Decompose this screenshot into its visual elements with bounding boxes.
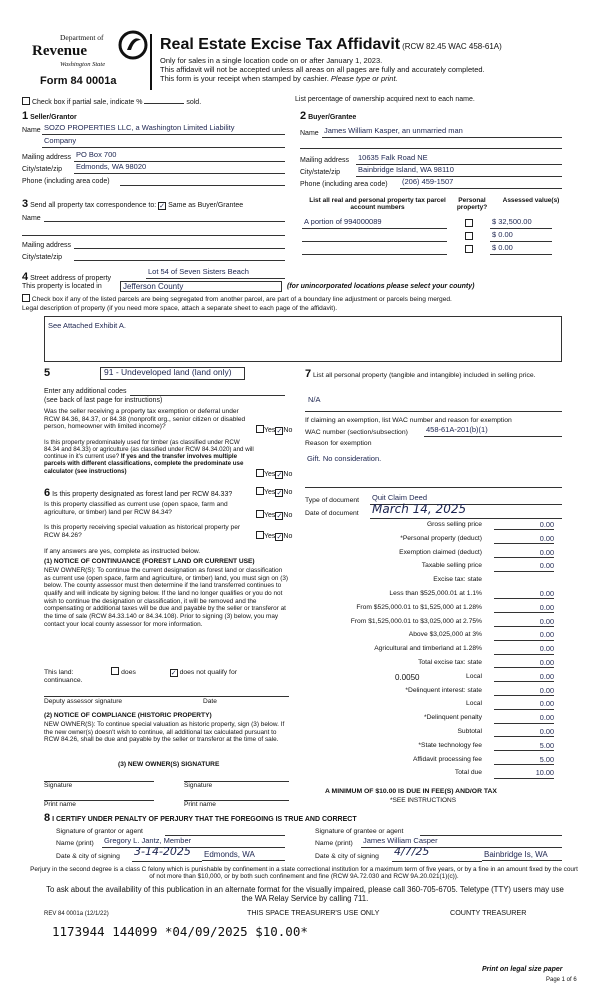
grantor-sig-label: Signature of grantor or agent	[56, 828, 143, 835]
assessed-value-field[interactable]: $ 32,500.00	[490, 218, 552, 229]
seller-phone-field[interactable]	[120, 175, 285, 186]
tax-row-value[interactable]: 5.00	[494, 756, 554, 765]
buyer-heading-text: Buyer/Grantee	[308, 114, 357, 121]
tax-row-value[interactable]: 0.00	[494, 590, 554, 599]
no-label: No	[283, 512, 293, 519]
partial-sale-label: Check box if partial sale, indicate %	[31, 99, 143, 106]
seller-num: 1	[22, 110, 29, 122]
deputy-sig-label: Deputy assessor signature	[44, 698, 123, 705]
tax-row-label: Local	[466, 672, 482, 680]
s8-num: 8	[44, 812, 51, 824]
s4-num: 4	[22, 271, 29, 283]
notice-3-text: This form is your receipt when stamped by cashier.	[160, 74, 329, 83]
buyer-heading	[300, 110, 356, 123]
tax-row	[300, 714, 562, 725]
s7-label-text: List all personal property (tangible and intangible) included in selling price.	[313, 372, 536, 379]
tax-row-label: Less than $525,000.01 at 1.1%	[389, 590, 482, 597]
reason-label: Reason for exemption	[305, 440, 372, 447]
tax-row-value[interactable]: 0.00	[494, 562, 554, 571]
personal-col-header: Personal property?	[456, 197, 488, 212]
seller-name-field-2[interactable]: Company	[42, 137, 285, 148]
tax-row-label: Above $3,025,000 at 3%	[408, 631, 482, 639]
tax-row	[300, 728, 562, 739]
s6-q2-yes-checkbox[interactable]	[256, 510, 264, 518]
s6-num: 6	[44, 487, 51, 499]
grantee-name-label: Name (print)	[315, 840, 353, 847]
rev-number: REV 84 0001a (12/1/22)	[44, 911, 109, 917]
does-not-label: does not qualify for	[179, 669, 237, 676]
legal-description-field[interactable]	[44, 316, 562, 362]
s3-label	[22, 198, 243, 211]
cashier-stamp: 1173944 144099 *04/09/2025 $10.00*	[52, 924, 308, 939]
s6-q2-no-checkbox[interactable]: ✓	[276, 513, 283, 520]
does-checkbox[interactable]	[111, 667, 119, 675]
tax-row-label: *Delinquent penalty	[424, 714, 482, 722]
grantee-city-field[interactable]: Bainbridge Is, WA	[482, 850, 562, 861]
legal-description-label: Legal description of property (if you need more space, attach a separate sheet to each page of the affidavit).	[22, 305, 338, 312]
yes-label: Yes	[264, 427, 276, 434]
tax-row-label: Gross selling price	[426, 521, 482, 528]
land-use-value: 91 - Undeveloped land (land only)	[104, 367, 232, 377]
owner-sig-label-2: Signature	[184, 782, 213, 789]
tax-row-label: Total excise tax: state	[418, 659, 482, 666]
tax-row-value[interactable]: 0.00	[494, 631, 554, 640]
s4-label-text: Street address of property	[30, 275, 112, 282]
tax-row-value[interactable]: 0.00	[494, 521, 554, 530]
tax-row	[300, 687, 562, 698]
yes-label: Yes	[264, 533, 276, 540]
doc-type-label: Type of document	[305, 497, 360, 504]
notice-continuance-heading: (1) NOTICE OF CONTINUANCE (FOREST LAND OR CURRENT USE)	[44, 558, 255, 565]
tax-row	[300, 618, 562, 629]
tax-row-label: Total due	[454, 769, 482, 777]
certify-label	[44, 812, 357, 825]
segregation	[22, 294, 452, 304]
tax-row	[300, 549, 562, 560]
buyer-name-field[interactable]: James William Kasper, an unmarried man	[322, 127, 562, 138]
tax-row-label: Local	[466, 700, 482, 708]
seller-heading-text: Seller/Grantor	[30, 114, 77, 121]
buyer-name-label: Name	[300, 130, 319, 137]
s5-q1-yes-checkbox[interactable]	[256, 425, 264, 433]
print-legal-note: Print on legal size paper	[482, 966, 563, 973]
same-as-buyer-checkbox[interactable]: ✓	[159, 203, 166, 210]
grantee-date-field[interactable]: 4/7/25	[392, 846, 482, 862]
notice-compliance-heading: (2) NOTICE OF COMPLIANCE (HISTORIC PROPERTY)	[44, 712, 212, 719]
ifany-note: If any answers are yes, complete as instructed below.	[44, 548, 201, 555]
s6-q1-text: Is this property designated as forest land per RCW 84.33?	[52, 491, 233, 498]
s3-name-label: Name	[22, 215, 41, 222]
s6-q3-answer	[256, 531, 292, 541]
certify-text: I CERTIFY UNDER PENALTY OF PERJURY THAT THE FOREGOING IS TRUE AND CORRECT	[52, 816, 357, 823]
grantor-date-label: Date & city of signing	[56, 853, 120, 860]
tax-row-label: Agricultural and timberland at 1.28%	[374, 645, 482, 653]
continuance-label: continuance.	[44, 677, 83, 684]
s6-q3-no-checkbox[interactable]: ✓	[276, 534, 283, 541]
yes-label: Yes	[264, 512, 276, 519]
minimum-due: A MINIMUM OF $10.00 IS DUE IN FEE(S) AND/OR TAX	[325, 788, 497, 795]
assessed-col-header: Assessed value(s)	[502, 197, 560, 204]
buyer-city-label: City/state/zip	[300, 169, 341, 176]
seller-name-field[interactable]: SOZO PROPERTIES LLC, a Washington Limited Liability	[42, 124, 285, 135]
owner-sig-label-1: Signature	[44, 782, 73, 789]
dept-line1: Department of	[60, 33, 104, 42]
legal-description-value: See Attached Exhibit A.	[48, 321, 126, 330]
see-instructions: *SEE INSTRUCTIONS	[390, 797, 457, 804]
owner-print-label-2: Print name	[184, 801, 216, 808]
wac-field[interactable]: 458-61A-201(b)(1)	[424, 426, 562, 437]
assessed-value-field[interactable]: $ 0.00	[490, 231, 552, 242]
perjury-notice: Perjury in the second degree is a class C felony which is punishable by confinement in a state correctional institution for a maximum term of five years, or by a fine in an amount fixed by the court of not more than $10,000, or by both such confinement and fine (RCW 9A.72.030 and RCW 9A.20.021(1)(c)).	[30, 866, 578, 881]
county-treasurer: COUNTY TREASURER	[450, 908, 527, 917]
tax-row-label: Excise tax: state	[433, 576, 482, 584]
s4-address-label	[22, 271, 111, 284]
tax-row	[300, 604, 562, 615]
rcw-ref: (RCW 82.45 WAC 458-61A)	[402, 42, 502, 51]
location-label: This property is located in	[22, 283, 102, 290]
tax-row-label: *Delinquent interest: state	[405, 686, 482, 694]
segregation-label: Check box if any of the listed parcels are being segregated from another parcel, are part of a boundary line adjustment or parcels being merged.	[31, 296, 452, 303]
doc-date-label: Date of document	[305, 510, 359, 517]
notice-1: Only for sales in a single location code on or after January 1, 2023.	[160, 56, 383, 65]
county-select[interactable]	[120, 281, 282, 292]
dor-emblem-icon	[118, 30, 148, 60]
s7-num: 7	[305, 368, 312, 380]
tax-row-label: Affidavit processing fee	[412, 755, 482, 763]
s3-city-label: City/state/zip	[22, 254, 63, 261]
same-as-buyer-label: Same as Buyer/Grantee	[168, 202, 244, 209]
s5-q1: Was the seller receiving a property tax exemption or deferral under RCW 84.36, 84.37, or 84.38 (nonprofit org., senior citizen or disabled person, homeowner with limited income)?	[44, 408, 246, 431]
grantor-name-field[interactable]: Gregory L. Jantz, Member	[102, 837, 285, 848]
tax-row	[300, 645, 562, 656]
parcel-number-field[interactable]	[302, 231, 447, 242]
s5-q2-bold: If yes and the transfer involves multiple parcels with different classifications, complete the predominate use calculator (see instructions)	[44, 453, 244, 475]
partial-sale-checkbox[interactable]	[22, 97, 30, 105]
this-land	[44, 667, 294, 677]
seller-phone-label: Phone (including area code)	[22, 178, 110, 185]
tax-row	[300, 535, 562, 546]
tax-row-value[interactable]: 10.00	[494, 769, 554, 778]
buyer-city-field[interactable]: Bainbridge Island, WA 98110	[356, 166, 562, 177]
segregation-checkbox[interactable]	[22, 294, 30, 302]
buyer-num: 2	[300, 110, 307, 122]
tax-row	[300, 576, 562, 587]
tax-row-label: *State technology fee	[418, 741, 482, 749]
s3-num: 3	[22, 198, 29, 210]
doc-date-field[interactable]: March 14, 2025	[370, 503, 562, 519]
doc-type-field[interactable]: Quit Claim Deed	[370, 494, 562, 505]
no-label: No	[283, 427, 293, 434]
tax-row	[300, 521, 562, 532]
tax-row-label: *Personal property (deduct)	[400, 534, 482, 542]
dept-line3: Washington State	[60, 61, 106, 68]
s6-q2: Is this property classified as current use (open space, farm and agriculture, or timber) land per RCW 84.34?	[44, 501, 228, 516]
s5-q1-answer	[256, 425, 292, 435]
access-notice: To ask about the availability of this publication in an alternate format for the visually impaired, please call 360-705-6705. Teletype (TTY) users may use the WA Relay Service by calling 711.	[46, 885, 564, 903]
wac-label: WAC number (section/subsection)	[305, 429, 408, 436]
assessed-value-field[interactable]: $ 0.00	[490, 244, 552, 255]
street-address-field[interactable]: Lot 54 of Seven Sisters Beach	[146, 268, 285, 279]
s6-q1	[44, 487, 254, 500]
buyer-mail-field[interactable]: 10635 Falk Road NE	[356, 154, 562, 165]
s3-label-text: Send all property tax correspondence to:	[30, 202, 157, 209]
tax-row	[300, 673, 562, 684]
personal-property-value: N/A	[308, 395, 321, 404]
parcel-col-header: List all real and personal property tax parcel account numbers	[309, 197, 446, 212]
tax-row	[300, 756, 562, 767]
tax-row	[300, 769, 562, 780]
seller-city-label: City/state/zip	[22, 166, 63, 173]
tax-row	[300, 562, 562, 573]
seller-mail-label: Mailing address	[22, 154, 72, 161]
does-label: does	[121, 669, 136, 676]
tax-row-value[interactable]: 0.00	[494, 604, 554, 613]
s6-q3: Is this property receiving special valuation as historical property per RCW 84.26?	[44, 524, 241, 539]
addl-codes-label: Enter any additional codes	[44, 388, 127, 395]
tax-row-value[interactable]: 0.00	[494, 673, 554, 682]
notice-compliance-text: NEW OWNER(S): To continue special valuation as historic property, sign (3) below. If the new owner(s) doesn't wish to continue, all additional tax calculated pursuant to RCW 84.26, shall be due and payable by the seller or transferor at the time of sale.	[44, 721, 285, 744]
owner-print-label-1: Print name	[44, 801, 76, 808]
partial-sold-label: sold.	[186, 99, 202, 106]
tax-row	[300, 590, 562, 601]
notice-3	[160, 75, 398, 84]
partial-sale	[22, 97, 201, 107]
s6-q1-yes-checkbox[interactable]	[256, 487, 264, 495]
notice-continuance-text: NEW OWNER(S): To continue the current designation as forest land or classification as current use (open space, farm and agriculture, or timber) land, you must sign on (3) below. The county assessor must then determine if the land transferred continues to qualify and will indicate by signing below. If the land no longer qualifies or you do not wish to continue the designation or classification, it will be removed and the compensating or additional taxes will be due and payable by the seller or transferor at the time of sale (RCW 84.33.140 or 84.34.108). Prior to signing (3) below, you may contact your local county assessor for more information.	[44, 567, 289, 628]
local-rate: 0.0050	[395, 672, 420, 682]
exemption-label: If claiming an exemption, list WAC number and reason for exemption	[305, 417, 512, 424]
dept-line2: Revenue	[32, 43, 87, 59]
no-label: No	[283, 489, 293, 496]
tax-row	[300, 742, 562, 753]
tax-row-value[interactable]: 0.00	[494, 687, 554, 696]
personal-property-checkbox[interactable]	[465, 219, 473, 227]
parcel-number-field[interactable]: A portion of 994000089	[302, 218, 447, 229]
personal-property-checkbox[interactable]	[465, 245, 473, 253]
seller-city-field[interactable]: Edmonds, WA 98020	[74, 163, 285, 174]
seller-mail-field[interactable]: PO Box 700	[74, 151, 285, 162]
seller-heading	[22, 110, 77, 123]
no-label: No	[283, 533, 293, 540]
grantee-name-field[interactable]: James William Casper	[361, 837, 562, 848]
tax-row-value[interactable]: 0.00	[494, 645, 554, 654]
treasurer-only: THIS SPACE TREASURER'S USE ONLY	[247, 908, 380, 917]
tax-row-value[interactable]: 0.00	[494, 549, 554, 558]
dor-logo	[30, 34, 150, 90]
tax-row-label: From $525,000.01 to $1,525,000 at 1.28%	[356, 603, 482, 611]
this-land-label: This land:	[44, 669, 74, 676]
buyer-phone-field[interactable]: (206) 459-1507	[400, 178, 562, 189]
tax-row	[300, 631, 562, 642]
addl-codes-note: (see back of last page for instructions)	[44, 397, 163, 404]
s5-q2-text: Is this property predominately used for timber (as classified under RCW 84.34 and 84.33) or agriculture (as classified under RCW 84.34.020) and will continue in it's current use?	[44, 439, 254, 461]
tax-row-value[interactable]: 0.00	[494, 618, 554, 627]
s3-mail-label: Mailing address	[22, 242, 72, 249]
s5-q2	[44, 439, 254, 475]
new-owner-sig-heading: (3) NEW OWNER(S) SIGNATURE	[118, 761, 220, 768]
s6-q2-answer	[256, 510, 292, 520]
s5-q2-answer	[256, 469, 292, 479]
personal-property-checkbox[interactable]	[465, 232, 473, 240]
s5-q1-no-checkbox[interactable]: ✓	[276, 428, 283, 435]
notice-3-emph: Please type or print.	[330, 74, 398, 83]
s5-q2-no-checkbox[interactable]: ✓	[276, 472, 283, 479]
county-value: Jefferson County	[123, 282, 184, 291]
s5-num: 5	[44, 367, 51, 379]
title-text: Real Estate Excise Tax Affidavit	[160, 36, 401, 53]
parcel-number-field[interactable]	[302, 244, 447, 255]
tax-row-value[interactable]: 0.00	[494, 659, 554, 668]
tax-row-value[interactable]: 0.00	[494, 714, 554, 723]
tax-row-value[interactable]: 0.00	[494, 728, 554, 737]
reason-field[interactable]: Gift. No consideration.	[307, 455, 382, 463]
yes-label: Yes	[264, 471, 276, 478]
grantee-sig-label: Signature of grantee or agent	[315, 828, 404, 835]
tax-row-value[interactable]: 0.00	[494, 535, 554, 544]
grantor-name-label: Name (print)	[56, 840, 94, 847]
tax-row-label: Taxable selling price	[421, 562, 482, 570]
tax-row-label: Exemption claimed (deduct)	[399, 548, 482, 556]
tax-row-label: Subtotal	[457, 728, 482, 735]
s6-q3-yes-checkbox[interactable]	[256, 531, 264, 539]
no-label: No	[283, 471, 293, 478]
ownership-note: List percentage of ownership acquired next to each name.	[295, 96, 475, 103]
location-note: (for unincorporated locations please select your county)	[287, 283, 475, 290]
does-not-checkbox[interactable]: ✓	[170, 670, 177, 677]
seller-name-label: Name	[22, 127, 41, 134]
grantee-date-label: Date & city of signing	[315, 853, 379, 860]
yes-label: Yes	[264, 489, 276, 496]
notice-2: This affidavit will not be accepted unless all areas on all pages are fully and accurately completed.	[160, 65, 485, 74]
grantor-city-field[interactable]: Edmonds, WA	[202, 850, 285, 861]
form-number: Form 84 0001a	[40, 75, 117, 87]
s5-q2-yes-checkbox[interactable]	[256, 469, 264, 477]
tax-row	[300, 659, 562, 670]
tax-row-value[interactable]: 0.00	[494, 700, 554, 709]
deputy-date-label: Date	[203, 698, 217, 705]
buyer-phone-label: Phone (including area code)	[300, 181, 388, 188]
buyer-mail-label: Mailing address	[300, 157, 350, 164]
page-number: Page 1 of 6	[546, 977, 577, 983]
s7-label	[305, 368, 563, 381]
s6-q1-no-checkbox[interactable]: ✓	[276, 490, 283, 497]
tax-row-value[interactable]: 5.00	[494, 742, 554, 751]
form-title	[160, 36, 502, 54]
land-use-select[interactable]	[100, 367, 245, 380]
grantor-date-field[interactable]: 3-14-2025	[132, 846, 202, 862]
s6-q1-answer	[256, 487, 292, 497]
tax-row-label: From $1,525,000.01 to $3,025,000 at 2.75%	[350, 617, 482, 625]
tax-row	[300, 700, 562, 711]
